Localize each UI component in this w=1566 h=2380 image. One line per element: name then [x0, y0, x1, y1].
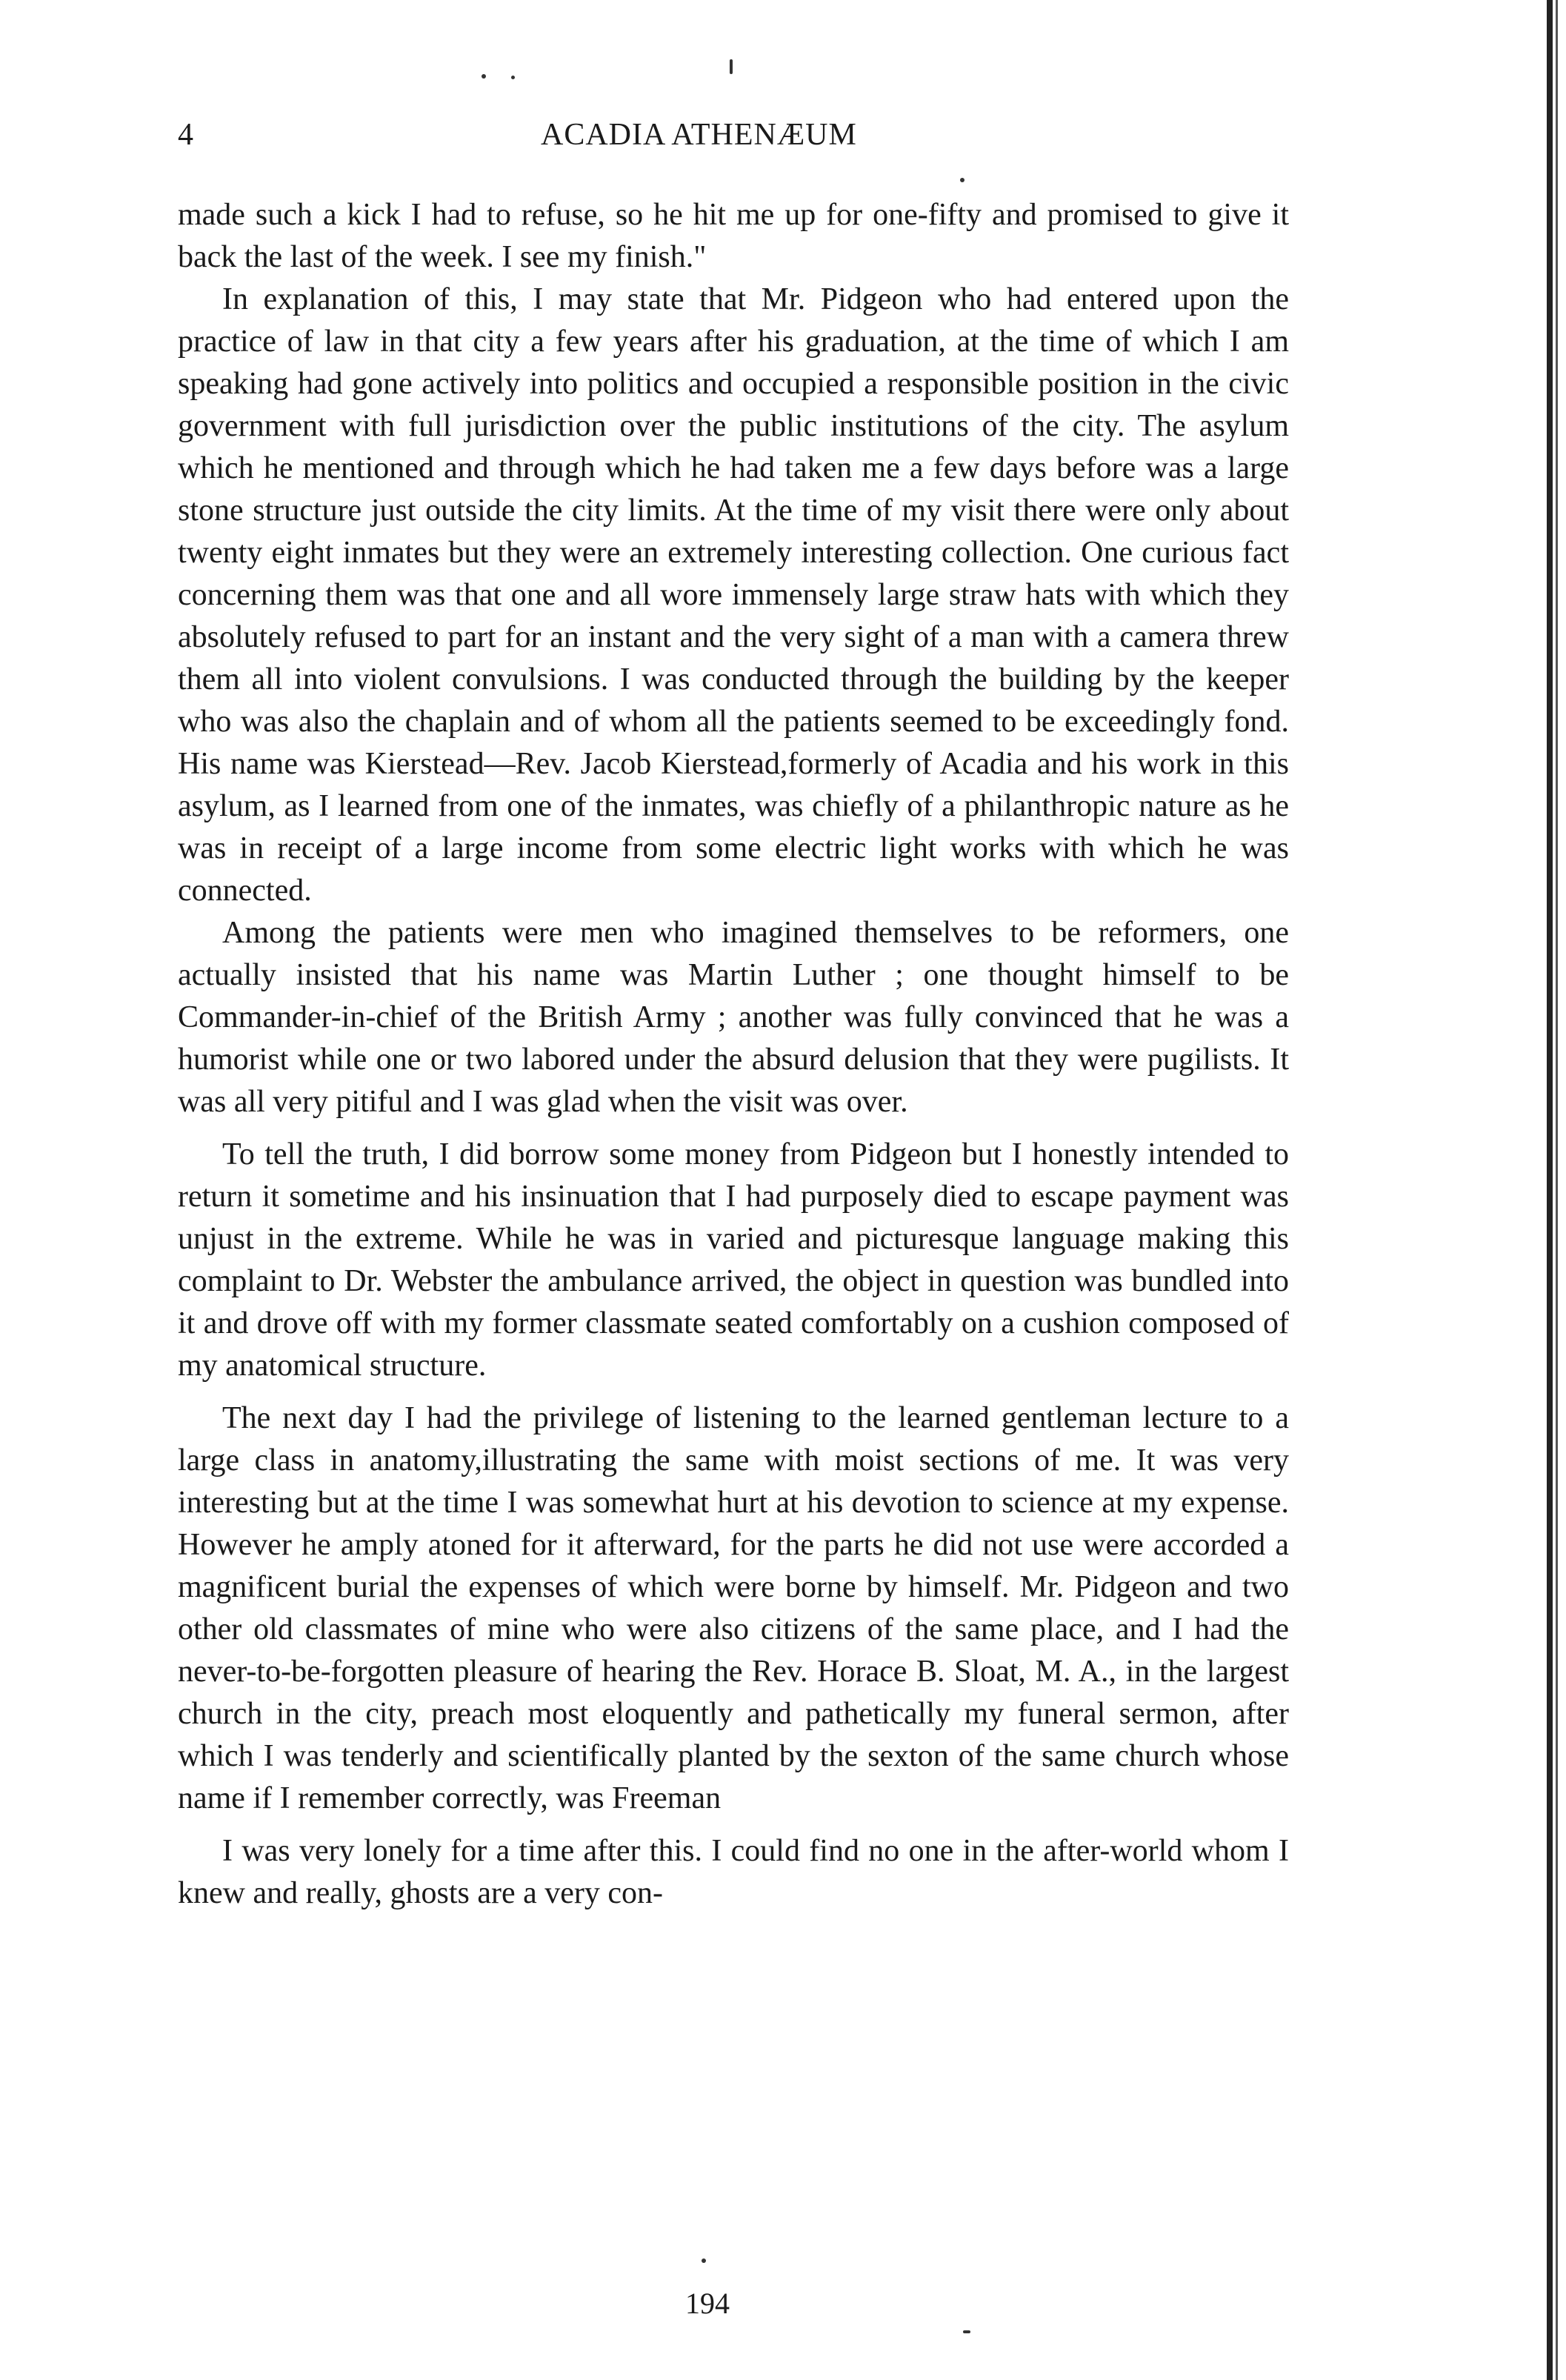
running-head: ACADIA ATHENÆUM — [541, 118, 857, 152]
scan-speck — [702, 2258, 706, 2263]
scan-speck — [730, 59, 733, 74]
scan-speck — [511, 76, 515, 79]
page-number: 4 — [178, 118, 193, 152]
paragraph: The next day I had the privilege of listening to the learned gentleman lecture to a large class in anatomy,illustrating the same with moist sections of me. It was very interesting but at the time I was somewhat hurt at his devotion to science at my expense. However he amply atoned for it afterward, for the parts he did not use were accorded a magnificent burial the expenses of which were borne by himself. Mr. Pidgeon and two other old classmates of mine who were also citizens of the same place, and I had the never-to-be-forgotten pleasure of hearing the Rev. Horace B. Sloat, M. A., in the largest church in the city, preach most eloquently and pathetically my funeral sermon, after which I was tenderly and scientifically planted by the sexton of the same church whose name if I remember correctly, was Freeman — [178, 1401, 1289, 1815]
paragraph: I was very lonely for a time after this. I could find no one in the after-world whom I knew and really, ghosts are a very con- — [178, 1834, 1289, 1910]
folio-number: 194 — [685, 2287, 730, 2320]
page-binding-edge-thin — [1556, 0, 1558, 2380]
scan-speck — [963, 2330, 970, 2333]
paragraph: To tell the truth, I did borrow some money from Pidgeon but I honestly intended to return it sometime and his insinuation that I had purposely died to escape payment was unjust in the extreme. While he was in varied and picturesque language making this complaint to Dr. Webster the ambulance arrived, the object in question was bundled into it and drove off with my former classmate seated comfortably on a cushion composed of my anatomical structure. — [178, 1137, 1289, 1383]
page-header — [178, 117, 1289, 162]
paragraph: In explanation of this, I may state that Mr. Pidgeon who had entered upon the practice of law in that city a few years after his graduation, at the time of which I am speaking had gone actively into politics and occupied a responsible position in the civic government with full jurisdiction over the public institutions of the city. The asylum which he mentioned and through which he had taken me a few days before was a large stone structure just outside the city limits. At the time of my visit there were only about twenty eight inmates but they were an extremely interesting collection. One curious fact concerning them was that one and all wore immensely large straw hats with which they absolutely refused to part for an instant and the very sight of a man with a camera threw them all into violent convulsions. I was conducted through the building by the keeper who was also the chaplain and of whom all the patients seemed to be exceedingly fond. His name was Kierstead—Rev. Jacob Kierstead,formerly of Acadia and his work in this asylum, as I learned from one of the inmates, was chiefly of a philanthropic nature as he was in receipt of a large income from some electric light works with which he was connected. — [178, 282, 1289, 908]
page-binding-edge — [1547, 0, 1553, 2380]
paragraph: Among the patients were men who imagined themselves to be reformers, one actually insisted that his name was Martin Luther ; one thought himself to be Commander-in-chief of the British Army ; another was fully convinced that he was a humorist while one or two labored under the absurd delusion that they were pugilists. It was all very pitiful and I was glad when the visit was over. — [178, 916, 1289, 1119]
body-text — [178, 194, 1289, 1915]
scan-speck — [482, 74, 486, 79]
scan-speck — [960, 178, 964, 182]
paragraph: made such a kick I had to refuse, so he hit me up for one-fifty and promised to give it back the last of the week. I see my finish." — [178, 198, 1289, 274]
